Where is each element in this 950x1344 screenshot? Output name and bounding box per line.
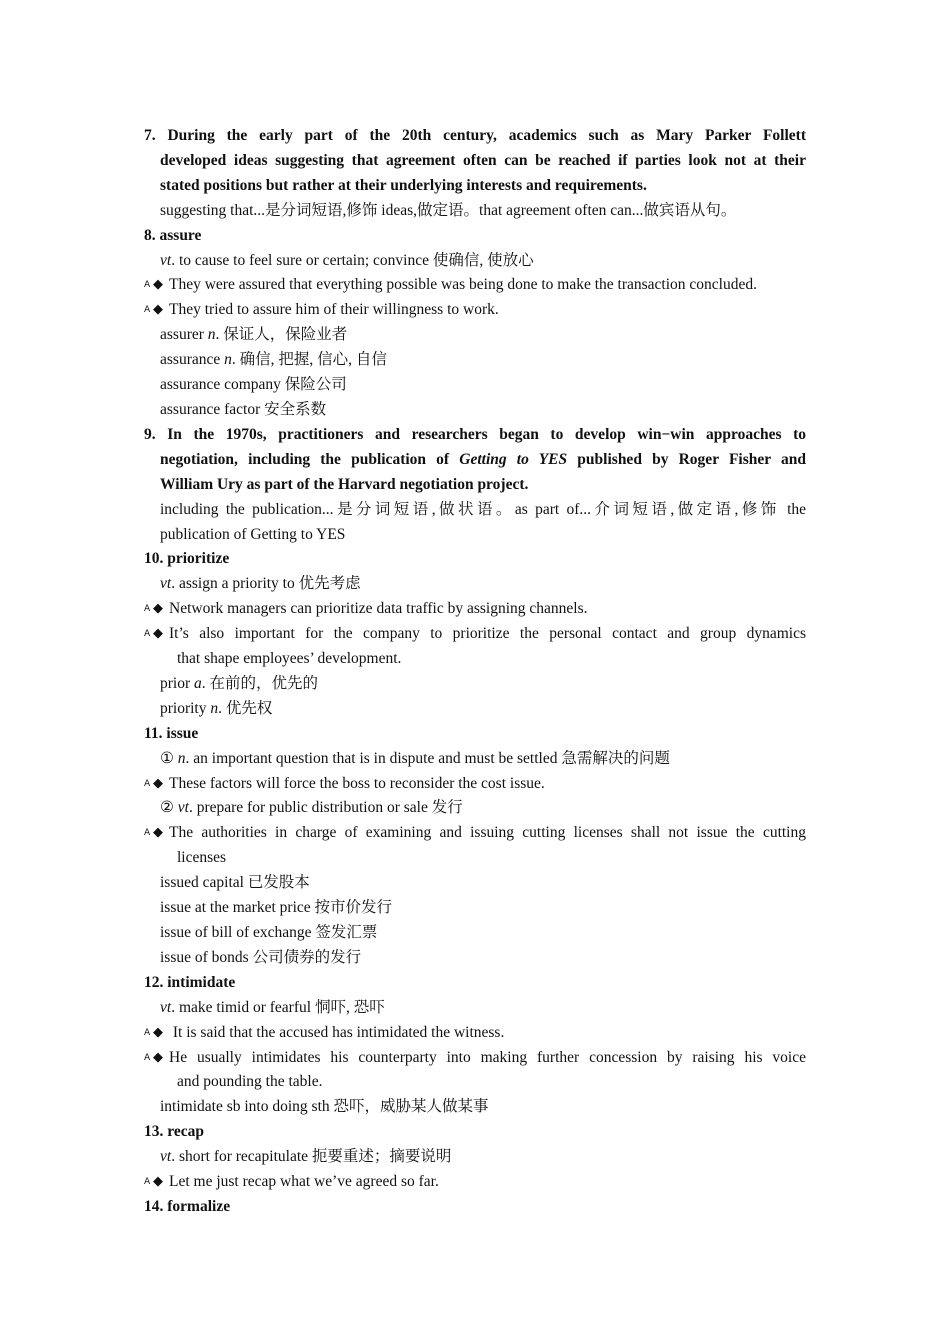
example-text: Network managers can prioritize data traffic by assigning channels. — [169, 600, 588, 618]
entry-10-example-2-line-1 — [144, 622, 806, 647]
entry-8-derivative-3: assurance company 保险公司 — [160, 376, 347, 394]
pos-label: n — [224, 351, 232, 369]
entry-11-phrase-1: issued capital 已发股本 — [160, 874, 310, 892]
definition-text: . an important question that is in dispute and must be settled 急需解决的问题 — [185, 749, 670, 767]
derivative-gloss: . 确信, 把握, 信心, 自信 — [231, 351, 387, 369]
entry-8-example-1 — [144, 273, 806, 298]
example-text: The authorities in charge of examining and issuing cutting licenses shall not issue the cutting — [169, 824, 806, 842]
entry-7-heading-line-3: stated positions but rather at their underlying interests and requirements. — [160, 176, 647, 194]
entry-11-heading: 11. issue — [144, 724, 199, 742]
example-marker-a: A — [144, 1177, 151, 1188]
entry-12-example-2-line-2 — [144, 1070, 806, 1095]
entry-8-derivative-4: assurance factor 安全系数 — [160, 400, 327, 418]
entry-12-phrase: intimidate sb into doing sth 恐吓，威胁某人做某事 — [160, 1098, 489, 1116]
pos-label: vt — [160, 575, 172, 593]
entry-12-example-2-line-1 — [144, 1046, 806, 1071]
example-text: They were assured that everything possible was being done to make the transaction concluded. — [169, 276, 757, 294]
entry-11-example-2-line-2 — [144, 846, 806, 871]
sense-number: ② — [160, 799, 174, 817]
entry-9-note-line-2: publication of Getting to YES — [160, 525, 346, 543]
entry-8-heading: 8. assure — [144, 226, 202, 244]
derivative-gloss: . 在前的，优先的 — [201, 674, 319, 692]
book-title: Getting to YES — [459, 450, 568, 468]
example-text: He usually intimidates his counterparty into making further concession by raising his voice — [169, 1048, 806, 1066]
diamond-icon: ◆ — [153, 1174, 163, 1190]
example-marker-a: A — [144, 305, 151, 316]
entry-10-derivative-2 — [144, 697, 806, 722]
entry-12-example-1 — [144, 1021, 806, 1046]
pos-label: n — [210, 699, 219, 717]
pos-label: n — [207, 326, 216, 344]
entry-8-derivative-2 — [144, 348, 806, 373]
heading-text: published by Roger Fisher and — [567, 450, 806, 468]
entry-13-heading: 13. recap — [144, 1123, 204, 1141]
definition-text: . prepare for public distribution or sale 发行 — [188, 799, 463, 817]
entry-11-phrase-4: issue of bonds 公司债券的发行 — [160, 948, 362, 966]
diamond-icon: ◆ — [153, 825, 163, 841]
entry-8-example-2 — [144, 298, 806, 323]
entry-10-heading: 10. prioritize — [144, 550, 230, 568]
definition-text: . to cause to feel sure or certain; convince 使确信, 使放心 — [171, 251, 534, 269]
example-text: They tried to assure him of their willingness to work. — [169, 301, 499, 319]
entry-10-derivative-1 — [144, 672, 806, 697]
diamond-icon: ◆ — [153, 775, 163, 791]
pos-label: vt — [160, 1148, 172, 1166]
entry-11-example-2-line-1 — [144, 821, 806, 846]
entry-8-definition — [144, 249, 806, 274]
entry-12-definition — [144, 996, 806, 1021]
pos-label: n — [177, 749, 186, 767]
example-text-continued: that shape employees’ development. — [177, 650, 402, 668]
diamond-icon: ◆ — [153, 601, 163, 617]
pos-label: vt — [177, 799, 189, 817]
definition-text: . assign a priority to 优先考虑 — [171, 575, 361, 593]
entry-8-derivative-1 — [144, 323, 806, 348]
entry-14-heading: 14. formalize — [144, 1197, 231, 1215]
entry-10-example-2-line-2 — [144, 647, 806, 672]
definition-text: . short for recapitulate 扼要重述；摘要说明 — [171, 1148, 452, 1166]
example-marker-a: A — [144, 629, 151, 640]
entry-13-example-1 — [144, 1170, 806, 1195]
example-text: It’s also important for the company to prioritize the personal contact and group dynamics — [169, 625, 806, 643]
example-marker-a: A — [144, 280, 151, 291]
example-text: It is said that the accused has intimidated the witness. — [169, 1023, 505, 1041]
entry-11-phrase-3: issue of bill of exchange 签发汇票 — [160, 924, 378, 941]
entry-11-sense-1 — [144, 747, 806, 772]
entry-11-phrase-2: issue at the market price 按市价发行 — [160, 899, 393, 917]
definition-text: . make timid or fearful 恫吓, 恐吓 — [171, 998, 385, 1016]
entry-9-heading-line-2 — [144, 448, 806, 473]
entry-11-sense-2 — [144, 796, 806, 821]
entry-9-heading-line-3: William Ury as part of the Harvard negotiation project. — [160, 475, 529, 493]
document-page — [144, 124, 806, 1220]
entry-12-heading: 12. intimidate — [144, 973, 236, 991]
derivative-word: priority — [160, 699, 211, 717]
example-marker-a: A — [144, 1052, 151, 1063]
derivative-gloss: . 优先权 — [218, 699, 273, 717]
entry-9-note-line-1: including the publication...是分词短语,做状语。as part of...介词短语,做定语,修饰 the — [160, 500, 806, 518]
example-text: Let me just recap what we’ve agreed so far. — [169, 1173, 439, 1191]
diamond-icon: ◆ — [153, 277, 163, 293]
entry-10-example-1 — [144, 597, 806, 622]
example-marker-a: A — [144, 604, 151, 615]
diamond-icon: ◆ — [153, 1024, 163, 1040]
example-marker-a: A — [144, 778, 151, 789]
derivative-word: assurance — [160, 351, 225, 369]
heading-text: negotiation, including the publication of — [160, 450, 460, 468]
example-text-continued: and pounding the table. — [177, 1073, 323, 1091]
pos-label: a — [194, 674, 202, 692]
pos-label: vt — [160, 998, 172, 1016]
entry-10-definition — [144, 572, 806, 597]
example-marker-a: A — [144, 1027, 151, 1038]
pos-label: vt — [160, 251, 172, 269]
diamond-icon: ◆ — [153, 626, 163, 642]
example-text-continued: licenses — [177, 849, 227, 867]
sense-number: ① — [160, 749, 174, 767]
derivative-word: prior — [160, 674, 195, 692]
entry-9-heading-line-1: 9. In the 1970s, practitioners and researchers began to develop win−win approaches to — [144, 425, 806, 443]
entry-13-definition — [144, 1145, 806, 1170]
diamond-icon: ◆ — [153, 1049, 163, 1065]
diamond-icon: ◆ — [153, 302, 163, 318]
example-marker-a: A — [144, 828, 151, 839]
example-text: These factors will force the boss to reconsider the cost issue. — [169, 774, 545, 792]
derivative-gloss: . 保证人，保险业者 — [215, 326, 348, 344]
derivative-word: assurer — [160, 326, 208, 344]
entry-11-example-1 — [144, 772, 806, 797]
entry-7-heading-line-2: developed ideas suggesting that agreement often can be reached if parties look not at their — [160, 151, 806, 169]
entry-7-heading-line-1: 7. During the early part of the 20th century, academics such as Mary Parker Follett — [144, 127, 806, 144]
entry-7-note: suggesting that...是分词短语,修饰 ideas,做定语。that agreement often can...做宾语从句。 — [160, 201, 737, 219]
